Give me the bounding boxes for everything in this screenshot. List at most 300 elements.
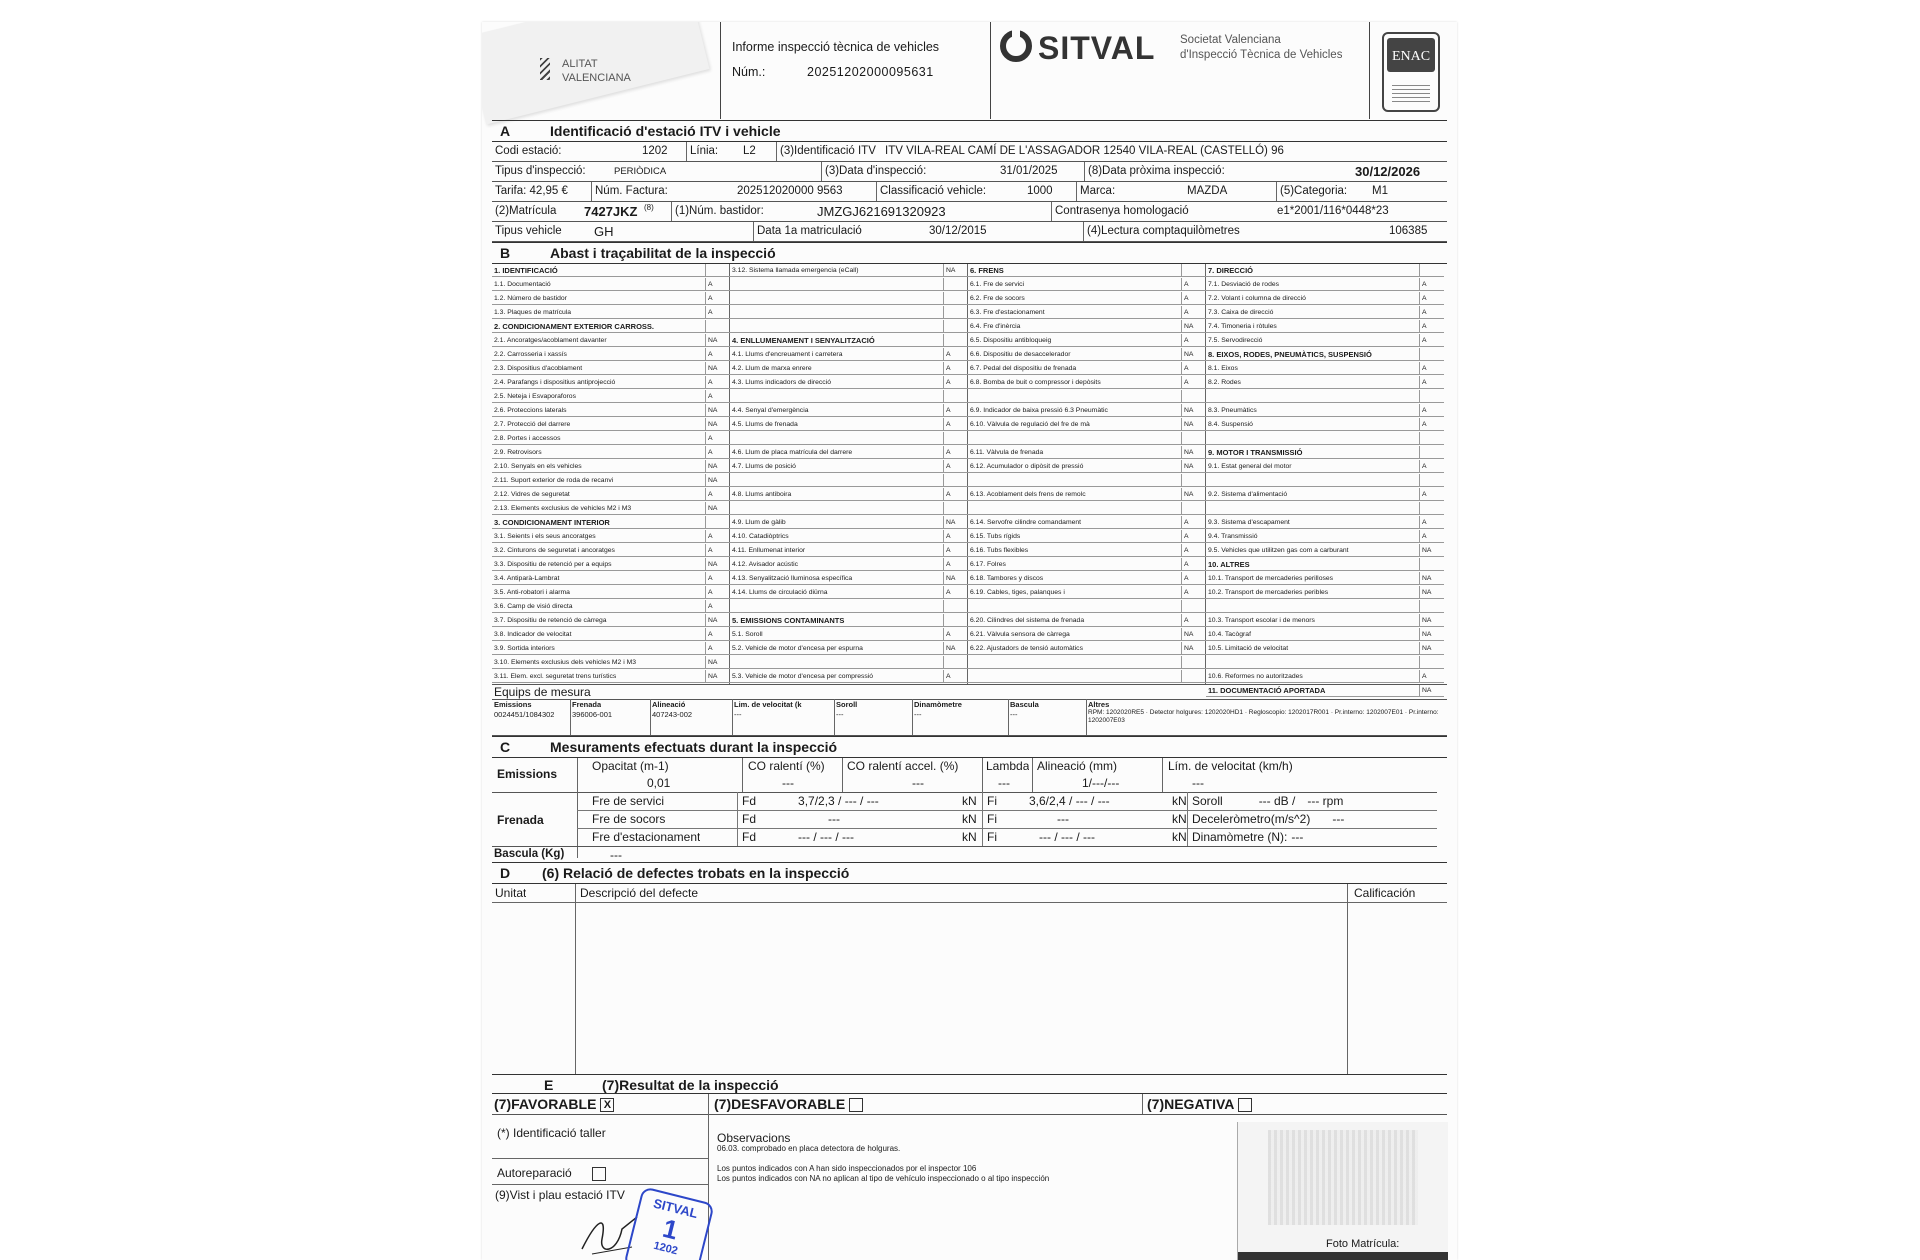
checklist-item	[968, 474, 1206, 487]
checklist-item-result	[943, 600, 968, 613]
checklist-item	[1206, 376, 1444, 389]
checklist-item-result: A	[705, 278, 730, 291]
section-d-title: (6) Relació de defectes trobats en la inspecció	[542, 865, 850, 881]
equip-limvel-value: ---	[734, 710, 742, 719]
checklist-item-label: 8.2. Rodes	[1208, 379, 1241, 386]
checklist-item	[968, 460, 1206, 473]
report-number-value: 20251202000095631	[807, 65, 934, 79]
checklist-item-result: A	[943, 488, 968, 501]
checklist-item-result: A	[1419, 418, 1444, 431]
checklist-item	[492, 670, 730, 683]
checklist-item-result: NA	[1181, 446, 1206, 459]
linia-value: L2	[743, 145, 756, 157]
checklist-item	[730, 600, 968, 613]
checklist-item-label: 8. EIXOS, RODES, PNEUMÀTICS, SUSPENSIÓ	[1208, 350, 1372, 359]
measurements-table	[492, 758, 1447, 870]
checklist-item-label: 5.1. Soroll	[732, 631, 763, 638]
checklist-item	[1206, 544, 1444, 557]
emissions-label: Emissions	[497, 767, 558, 781]
equip-bascula-value: ---	[1010, 710, 1018, 719]
inspection-report-page	[482, 22, 1457, 1260]
checklist-item-result: A	[1419, 320, 1444, 333]
checklist-item-result: A	[1181, 614, 1206, 627]
checklist-item-label: 6.17. Folres	[970, 561, 1006, 568]
checklist-item	[1206, 362, 1444, 375]
checklist-item	[492, 600, 730, 613]
checklist-item	[968, 376, 1206, 389]
checklist-item-label: 3.5. Anti-robatori i alarma	[494, 589, 570, 596]
codi-label: Codi estació:	[495, 145, 562, 157]
checklist-item-result: NA	[705, 656, 730, 669]
checklist-item-label: 6.10. Vàlvula de regulació del fre de mà	[970, 421, 1090, 428]
checklist-item-label: 3.4. Antiparà-Lambrat	[494, 575, 560, 582]
section-a-row-2	[492, 162, 1447, 182]
matricula	[492, 202, 672, 221]
factura-value: 202512020000 9563	[737, 185, 843, 197]
checklist-item-label: 7.1. Desviació de rodes	[1208, 281, 1280, 288]
checklist-item-result: A	[1181, 376, 1206, 389]
checklist-item-label: 1.2. Número de bastidor	[494, 295, 567, 302]
checklist-item-result: NA	[943, 516, 968, 529]
marca-value: MAZDA	[1187, 185, 1228, 197]
checklist-col-2	[730, 264, 968, 684]
data-prox-value: 30/12/2026	[1355, 164, 1421, 179]
checklist-item-label: 2.4. Parafangs i dispositius antiprojecció	[494, 379, 616, 386]
codi-estacio	[492, 142, 687, 161]
checklist-item-label: 9.5. Vehicles que utilitzen gas com a carburant	[1208, 547, 1349, 554]
checklist-item	[1206, 488, 1444, 501]
checklist-item-label: 10.3. Transport escolar i de menors	[1208, 617, 1315, 624]
checklist-item	[492, 404, 730, 417]
checklist-item-result: A	[1181, 292, 1206, 305]
checklist-item-result: NA	[1419, 628, 1444, 641]
categoria-value: M1	[1372, 185, 1388, 197]
checklist-item	[968, 516, 1206, 529]
checklist-item	[730, 474, 968, 487]
foto-matricula-label: Foto Matrícula:	[1326, 1238, 1400, 1250]
equip-soroll-value: ---	[836, 710, 844, 719]
checklist-item-label: 2.3. Dispositius d'acoblament	[494, 365, 583, 372]
checklist-item	[492, 516, 730, 529]
equip-frenada-label: Frenada	[572, 700, 602, 709]
checklist-item-result: A	[705, 306, 730, 319]
section-a-title: Identificació d'estació ITV i vehicle	[550, 123, 781, 139]
tarifa-label: Tarifa:	[495, 185, 527, 197]
opacitat-value: 0,01	[647, 776, 671, 790]
km-label: (4)Lectura comptaquilòmetres	[1087, 225, 1240, 237]
data-prox-label: (8)Data pròxima inspecció:	[1088, 165, 1225, 177]
section-b-title: Abast i traçabilitat de la inspecció	[550, 245, 776, 261]
checklist-item-label: 2.11. Suport exterior de roda de recanvi	[494, 477, 614, 484]
alineacio-label: Alineació (mm)	[1037, 759, 1118, 773]
fre-socors-kn2: kN	[1172, 812, 1187, 826]
defects-col-desc: Descripció del defecte	[580, 886, 699, 900]
checklist-item-result	[1419, 446, 1444, 459]
section-e-title: (7)Resultat de la inspecció	[602, 1077, 779, 1093]
checklist-item-result: A	[1181, 544, 1206, 557]
checklist-item	[730, 320, 968, 333]
tipus-veh-value: GH	[594, 224, 614, 239]
checklist-item	[492, 348, 730, 361]
gva-logo-line1: ALITAT	[562, 58, 598, 70]
lambda-value: ---	[998, 776, 1010, 790]
checklist-item-label: 5.2. Vehicle de motor d'encesa per espurna	[732, 645, 863, 652]
checklist-item	[1206, 474, 1444, 487]
checklist-item-label: 4.6. Llum de placa matrícula del darrere	[732, 449, 853, 456]
checklist-item-result	[1181, 502, 1206, 515]
checklist-item-result: NA	[1181, 404, 1206, 417]
checklist-item	[730, 488, 968, 501]
equip-emissions-label: Emissions	[494, 700, 532, 709]
checklist-item-label: 10.4. Tacògraf	[1208, 631, 1251, 638]
checklist-item-result	[705, 264, 730, 277]
checklist-item	[492, 558, 730, 571]
checklist-item	[1206, 320, 1444, 333]
checklist-item-result	[943, 432, 968, 445]
equip-frenada-value: 396006-001	[572, 710, 613, 719]
checklist-item-label: 8.3. Pneumàtics	[1208, 407, 1257, 414]
linia-label: Línia:	[690, 145, 719, 157]
section-a-row-4	[492, 202, 1447, 222]
vist-i-plau-label: (9)Vist i plau estació ITV	[495, 1188, 625, 1202]
checklist-item-label: 10.5. Limitació de velocitat	[1208, 645, 1289, 652]
checklist-item-label: 3.8. Indicador de velocitat	[494, 631, 572, 638]
checklist-item-label: 3.3. Dispositiu de retenció per a equips	[494, 561, 612, 568]
checklist-item-label: 2.13. Elements exclusius de vehicles M2 i M3	[494, 505, 632, 512]
checklist-item-label: 9.4. Transmissió	[1208, 533, 1258, 540]
checklist-item	[1206, 404, 1444, 417]
checklist-item	[1206, 264, 1444, 277]
foto-matricula-box	[1237, 1122, 1448, 1260]
checklist-item-label: 2. CONDICIONAMENT EXTERIOR CARROSS.	[494, 322, 655, 331]
categoria	[1277, 182, 1447, 201]
checklist-item	[968, 278, 1206, 291]
checklist-item-result: A	[943, 544, 968, 557]
checklist-item	[730, 390, 968, 403]
checklist-item-label: 1. IDENTIFICACIÓ	[494, 266, 558, 275]
checklist-item	[968, 404, 1206, 417]
checklist-item-result: A	[1419, 334, 1444, 347]
checklist-item	[730, 572, 968, 585]
checklist-item-label: 4.14. Llums de circulació diürna	[732, 589, 828, 596]
checklist-item-label: 1.3. Plaques de matrícula	[494, 309, 572, 316]
section-c-letter: C	[500, 739, 511, 755]
frenada-label: Frenada	[497, 813, 544, 827]
tipus-veh-label: Tipus vehicle	[495, 225, 562, 237]
fre-socors-label: Fre de socors	[592, 812, 666, 826]
checklist-item-result: NA	[705, 404, 730, 417]
checklist-item-result: A	[1181, 586, 1206, 599]
checklist-item-result: NA	[1181, 628, 1206, 641]
homologacio	[1052, 202, 1447, 221]
checklist-item-result	[943, 320, 968, 333]
checklist-item	[730, 404, 968, 417]
result-negativa: (7)NEGATIVA	[1147, 1096, 1252, 1112]
foto-matricula-strip	[1238, 1252, 1448, 1260]
checklist-item-label: 6.14. Servofre cilindre comandament	[970, 519, 1082, 526]
checklist-item-result	[943, 390, 968, 403]
checklist-item-label: 6.20. Cilindres del sistema de frenada	[970, 617, 1085, 624]
checklist-item-label: 2.5. Neteja i Esvaporaforos	[494, 393, 576, 400]
checklist-item-result: A	[943, 670, 968, 683]
checklist-item-result: NA	[705, 614, 730, 627]
checklist-item-result: A	[943, 586, 968, 599]
fre-socors-fd: Fd ---	[742, 812, 841, 826]
checklist-item	[492, 278, 730, 291]
fre-socors-kn1: kN	[962, 812, 977, 826]
report-number-label: Núm.:	[732, 65, 766, 79]
checklist-item	[492, 572, 730, 585]
checklist-item	[1206, 530, 1444, 543]
autoreparacio-checkbox	[592, 1167, 606, 1181]
observacio-2: Los puntos indicados con A han sido inspeccionados por el inspector 106	[717, 1164, 977, 1173]
data-insp-value: 31/01/2025	[1000, 165, 1058, 177]
checklist-item	[1206, 306, 1444, 319]
checklist-item-result: A	[705, 488, 730, 501]
checklist-item	[492, 544, 730, 557]
checklist-item-result: A	[1419, 278, 1444, 291]
checklist-item-result	[943, 306, 968, 319]
tipus-inspeccio	[492, 162, 822, 181]
checklist-item-label: 5.3. Vehicle de motor d'encesa per compressió	[732, 673, 874, 680]
checklist-item	[730, 334, 968, 347]
checklist-item-label: 4.1. Llums d'encreuament i carretera	[732, 351, 843, 358]
checklist-item-label: 6.6. Dispositiu de desaccelerador	[970, 351, 1071, 358]
checklist-item-result: NA	[705, 460, 730, 473]
checklist-item-label: 9.2. Sistema d'alimentació	[1208, 491, 1288, 498]
checklist-item-label: 7.2. Volant i columna de direcció	[1208, 295, 1306, 302]
checklist-item-result: NA	[1419, 572, 1444, 585]
checklist-item	[968, 488, 1206, 501]
checklist-item-label: 3.11. Elem. excl. seguretat trens turístics	[494, 673, 617, 680]
stamp-line2: 1	[659, 1212, 682, 1246]
checklist-item	[492, 656, 730, 669]
checklist-item	[492, 446, 730, 459]
checklist-item-result	[943, 278, 968, 291]
checklist-item-label: 4. ENLLUMENAMENT I SENYALITZACIÓ	[732, 336, 875, 345]
checklist-item-label: 3.2. Cinturons de seguretat i ancoratges	[494, 547, 615, 554]
checklist-item	[492, 432, 730, 445]
checklist-item-label: 4.7. Llums de posició	[732, 463, 796, 470]
km-value: 106385	[1389, 225, 1428, 237]
section-e-header	[492, 1074, 1447, 1094]
checklist-item	[1206, 516, 1444, 529]
fre-estac-kn2: kN	[1172, 830, 1187, 844]
checklist-item	[730, 348, 968, 361]
checklist-item-result	[1419, 264, 1444, 277]
checklist-item	[968, 390, 1206, 403]
checklist-item	[968, 614, 1206, 627]
checklist-item	[730, 432, 968, 445]
checklist-item	[1206, 390, 1444, 403]
checklist-item	[1206, 670, 1444, 683]
checklist-item	[968, 334, 1206, 347]
checklist-item-label: 10. ALTRES	[1208, 560, 1250, 569]
defects-col-calif: Calificación	[1354, 886, 1416, 900]
alineacio-value: 1/---/---	[1082, 776, 1120, 790]
checklist-col-4	[1206, 264, 1447, 695]
checklist-item	[968, 670, 1206, 683]
checklist-item-label: 7.4. Timoneria i ròtules	[1208, 323, 1277, 330]
checklist-item-result	[1419, 390, 1444, 403]
checklist-item-result: A	[705, 572, 730, 585]
foto-blurred-image	[1268, 1130, 1418, 1225]
checklist-item-result: A	[1419, 516, 1444, 529]
checklist-item-result: NA	[1181, 320, 1206, 333]
checklist-item	[730, 614, 968, 627]
checklist-item-label: 5. EMISSIONS CONTAMINANTS	[732, 616, 845, 625]
checklist-item-label: 6.22. Ajustadors de tensió automàtics	[970, 645, 1083, 652]
checklist-item-label: 6.11. Vàlvula de frenada	[970, 449, 1044, 456]
checklist-item-label: 7.3. Caixa de direcció	[1208, 309, 1274, 316]
equip-soroll-label: Soroll	[836, 700, 858, 709]
checklist-item-label: 8.1. Eixos	[1208, 365, 1238, 372]
bastidor	[672, 202, 1052, 221]
checklist-item-result: NA	[705, 418, 730, 431]
checklist-item	[730, 628, 968, 641]
fre-estac-kn1: kN	[962, 830, 977, 844]
checklist-item	[492, 362, 730, 375]
equips-mesura-row	[492, 684, 1447, 700]
fre-servei-kn1: kN	[962, 794, 977, 808]
checklist-item	[492, 418, 730, 431]
checklist-item-result	[705, 516, 730, 529]
checklist-item-result: A	[1181, 306, 1206, 319]
num-factura	[592, 182, 877, 201]
checklist-item-label: 2.10. Senyals en els vehicles	[494, 463, 582, 470]
result-footer	[492, 1114, 1447, 1260]
checklist-item	[1206, 348, 1444, 361]
checklist-item	[492, 334, 730, 347]
checklist-item-result	[705, 320, 730, 333]
checklist-item-label: 3.12. Sistema llamada emergencia (eCall)	[732, 267, 859, 274]
checklist-item-label: 6.4. Fre d'inèrcia	[970, 323, 1021, 330]
fre-estac-fi: Fi --- / --- / ---	[987, 830, 1095, 844]
checklist-item-result: A	[943, 376, 968, 389]
co-ralenti-label: CO ralentí (%)	[748, 759, 825, 773]
checklist-item-label: 4.9. Llum de gàlib	[732, 519, 786, 526]
checklist-item	[968, 348, 1206, 361]
lambda-label: Lambda	[986, 759, 1030, 773]
checklist-item	[1206, 600, 1444, 613]
checklist-item-label: 3.10. Elements exclusius dels vehicles M2 i M3	[494, 659, 637, 666]
checklist-item-label: 3. CONDICIONAMENT INTERIOR	[494, 518, 610, 527]
checklist-item-result: A	[1419, 404, 1444, 417]
checklist-item-result: NA	[705, 670, 730, 683]
checklist-item-result	[1419, 656, 1444, 669]
checklist-item	[730, 544, 968, 557]
checklist-item-result: A	[943, 460, 968, 473]
checklist-item-result	[1181, 474, 1206, 487]
checklist-item-result: A	[705, 600, 730, 613]
checklist-item-label: 9.1. Estat general del motor	[1208, 463, 1292, 470]
checklist-item-result: NA	[1419, 544, 1444, 557]
ident-value: ITV VILA-REAL CAMÍ DE L'ASSAGADOR 12540 VILA-REAL (CASTELLÓ) 96	[885, 145, 1284, 157]
bascula-label: Bascula (Kg)	[494, 848, 565, 860]
checklist-item-result: A	[705, 628, 730, 641]
checklist-item	[968, 320, 1206, 333]
checklist-item-label: 6.16. Tubs flexibles	[970, 547, 1029, 554]
checklist-item	[1206, 502, 1444, 515]
lim-vel-value: ---	[1192, 776, 1204, 790]
checklist-item-label: 4.8. Llums antiboira	[732, 491, 792, 498]
checklist-item-result: A	[705, 446, 730, 459]
data-matriculacio	[754, 222, 1084, 241]
marca-label: Marca:	[1080, 185, 1116, 197]
checklist-item-label: 4.10. Catadiòptrics	[732, 533, 789, 540]
checklist-item-label: 8.4. Suspensió	[1208, 421, 1253, 428]
checklist-item	[968, 656, 1206, 669]
data-matr-label: Data 1a matriculació	[757, 225, 862, 237]
checklist-item	[1206, 558, 1444, 571]
checklist-item	[968, 530, 1206, 543]
section-b-header	[492, 242, 1447, 264]
checklist-item-result: A	[705, 292, 730, 305]
sitval-logo-icon	[1000, 30, 1032, 62]
checklist-item-result: A	[705, 376, 730, 389]
checklist-item-result	[1419, 502, 1444, 515]
checklist-item-label: 3.6. Camp de visió directa	[494, 603, 573, 610]
checklist-item-result	[1419, 348, 1444, 361]
equip-bascula-label: Bascula	[1010, 700, 1039, 709]
bastidor-value: JMZGJ621691320923	[817, 204, 946, 219]
checklist-item-result: NA	[1419, 614, 1444, 627]
checklist-item	[1206, 278, 1444, 291]
checklist-item-label: 2.9. Retrovisors	[494, 449, 542, 456]
checklist-item	[968, 306, 1206, 319]
desfavorable-checkbox	[849, 1098, 863, 1112]
checklist-item	[968, 362, 1206, 375]
checklist-item-result	[1181, 656, 1206, 669]
checklist-item-result: NA	[705, 334, 730, 347]
checklist-item	[492, 376, 730, 389]
checklist-item-label: 2.6. Proteccions laterals	[494, 407, 567, 414]
checklist-item-label: 6.19. Cables, tiges, palanques i	[970, 589, 1065, 596]
checklist-item-result: A	[705, 348, 730, 361]
checklist-item-label: 6.18. Tambores y discos	[970, 575, 1044, 582]
checklist-item-label: 6.21. Vàlvula sensora de càrrega	[970, 631, 1070, 638]
matricula-label: (2)Matrícula	[495, 205, 557, 217]
checklist-item-result: A	[705, 530, 730, 543]
favorable-checkbox: X	[600, 1098, 614, 1112]
checklist-item-label: 6.12. Acumulador o dipòsit de pressió	[970, 463, 1084, 470]
section-c-title: Mesuraments efectuats durant la inspecció	[550, 739, 838, 755]
section-a-row-1	[492, 142, 1447, 162]
checklist-item-result: A	[943, 418, 968, 431]
checklist-item-result: A	[943, 404, 968, 417]
gva-logo	[540, 44, 680, 94]
checklist-item-result: A	[1419, 362, 1444, 375]
gva-logo-line2: VALENCIANA	[562, 72, 631, 84]
sitval-sub2: d'Inspecció Tècnica de Vehicles	[1180, 49, 1343, 61]
checklist-item	[1206, 642, 1444, 655]
checklist-item-label: 6.9. Indicador de baixa pressió 6.3 Pneumàtic	[970, 407, 1108, 414]
checklist-item	[492, 306, 730, 319]
checklist-item-label: 2.7. Protecció del darrere	[494, 421, 571, 428]
checklist-item-result: NA	[1419, 586, 1444, 599]
checklist-item	[730, 264, 968, 277]
checklist-item-result: A	[1419, 460, 1444, 473]
checklist-item-result	[1419, 600, 1444, 613]
observacions-label: Observacions	[717, 1131, 791, 1145]
equip-altres-label: Altres	[1088, 700, 1110, 709]
checklist-item-result	[1181, 264, 1206, 277]
fre-servei-label: Fre de servici	[592, 794, 665, 808]
stamp-line3: 1202	[652, 1239, 679, 1258]
checklist-item-result: A	[1419, 306, 1444, 319]
checklist-item	[1206, 334, 1444, 347]
data-matr-value: 30/12/2015	[929, 225, 987, 237]
